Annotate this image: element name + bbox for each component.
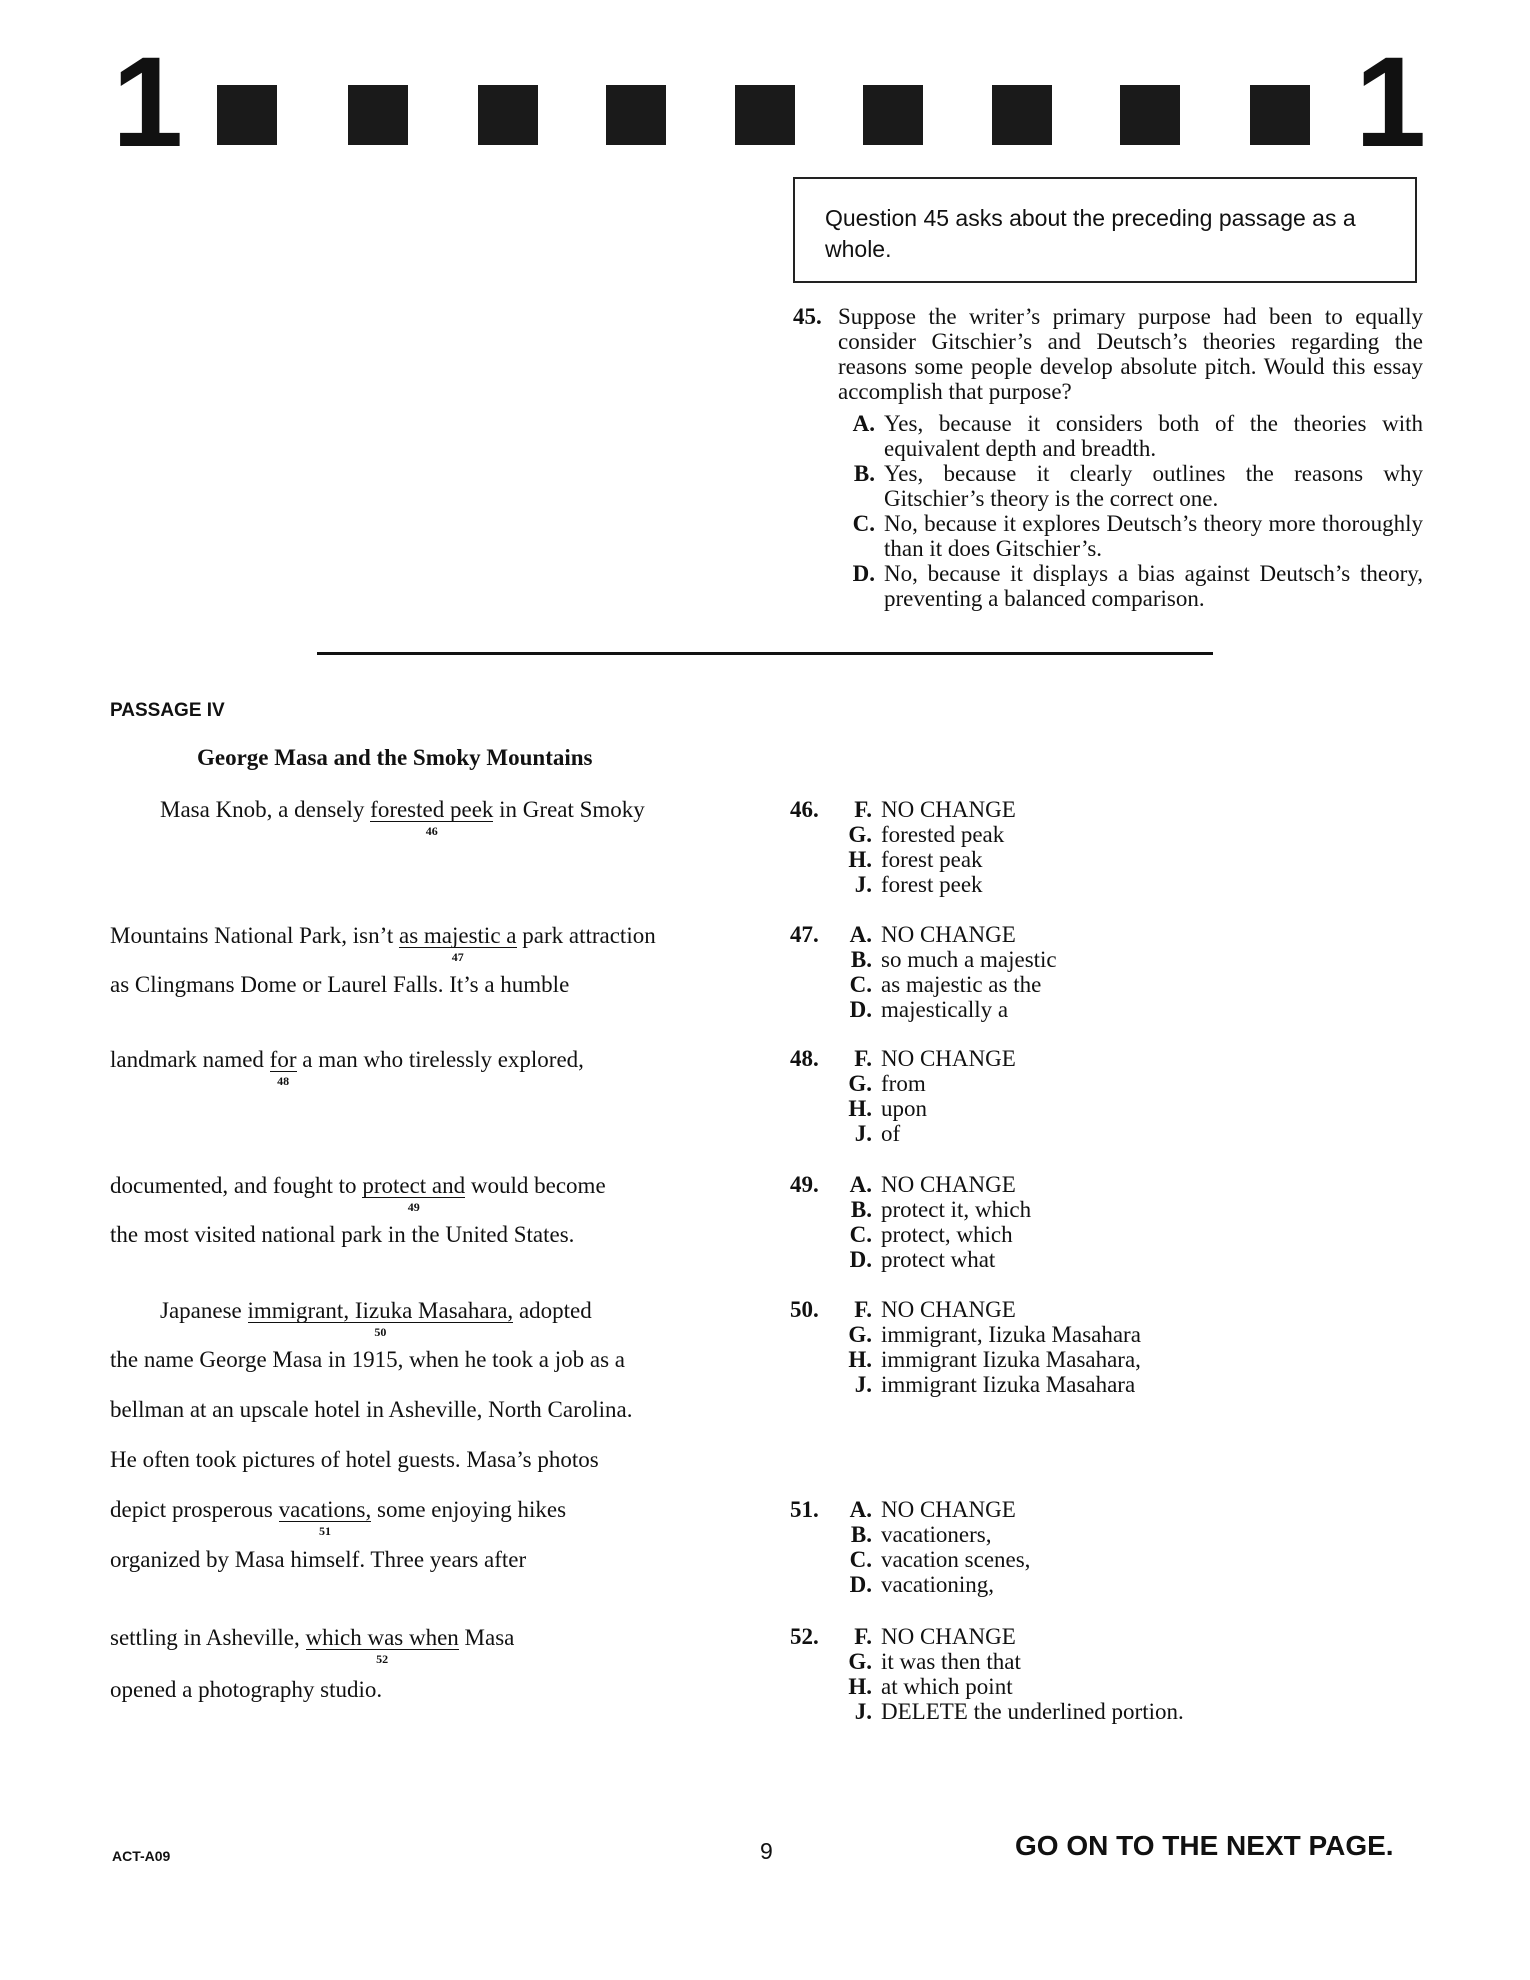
answer-option[interactable]: J. forest peek bbox=[854, 872, 983, 897]
header-square bbox=[1120, 85, 1180, 145]
underlined-portion[interactable]: which was when 52 bbox=[305, 1625, 459, 1666]
question-number: 46. bbox=[790, 797, 819, 822]
answer-option[interactable]: J. immigrant Iizuka Masahara bbox=[854, 1372, 1136, 1397]
header-square bbox=[348, 85, 408, 145]
option-text: Yes, because it considers both of the theories with equivalent depth and breadth. bbox=[884, 411, 1423, 461]
passage-line: depict prosperous vacations, 51 some enjoying hikes bbox=[110, 1497, 567, 1538]
question-45 bbox=[793, 304, 1423, 611]
answer-option[interactable]: G. immigrant, Iizuka Masahara bbox=[848, 1322, 1141, 1347]
answer-option[interactable] bbox=[831, 511, 1423, 561]
answer-option[interactable]: H. upon bbox=[848, 1096, 927, 1121]
answer-option[interactable]: F. NO CHANGE bbox=[854, 1297, 1016, 1322]
question-ref: 52 bbox=[376, 1652, 389, 1666]
header-square bbox=[606, 85, 666, 145]
question-52 bbox=[790, 1624, 1290, 1724]
underlined-portion[interactable]: protect and 49 bbox=[362, 1173, 466, 1214]
option-letter: B. bbox=[853, 461, 875, 486]
question-49 bbox=[790, 1172, 1290, 1272]
answer-option[interactable]: F. NO CHANGE bbox=[854, 1624, 1016, 1649]
question-47 bbox=[790, 922, 1290, 1022]
answer-option[interactable]: H. forest peak bbox=[848, 847, 983, 872]
option-letter: D. bbox=[852, 561, 875, 586]
underlined-portion[interactable]: immigrant, Iizuka Masahara, 50 bbox=[247, 1298, 514, 1339]
question-ref: 48 bbox=[277, 1074, 290, 1088]
answer-option[interactable]: F. NO CHANGE bbox=[854, 1046, 1016, 1071]
passage-line: Masa Knob, a densely forested peek 46 in Great Smoky bbox=[160, 797, 645, 838]
answer-option[interactable] bbox=[831, 461, 1423, 511]
passage-line: settling in Asheville, which was when 52 Masa bbox=[110, 1625, 515, 1666]
answer-option[interactable]: B. protect it, which bbox=[850, 1197, 1032, 1222]
question-ref: 49 bbox=[407, 1200, 420, 1214]
header-square bbox=[217, 85, 277, 145]
instruction-box bbox=[793, 177, 1417, 283]
question-number: 48. bbox=[790, 1046, 819, 1071]
option-text: No, because it displays a bias against Deutsch’s theory, preventing a balanced comparison. bbox=[884, 561, 1423, 611]
passage-line: the name George Masa in 1915, when he took a job as a bbox=[110, 1347, 626, 1372]
header-square bbox=[863, 85, 923, 145]
passage-line: organized by Masa himself. Three years after bbox=[110, 1547, 527, 1572]
passage-line: Japanese immigrant, Iizuka Masahara, 50 adopted bbox=[160, 1298, 592, 1339]
answer-option[interactable]: F. NO CHANGE bbox=[854, 797, 1016, 822]
option-letter: C. bbox=[852, 511, 875, 536]
page-number: 9 bbox=[760, 1838, 773, 1864]
question-number: 47. bbox=[790, 922, 819, 947]
question-ref: 50 bbox=[374, 1325, 387, 1339]
answer-option[interactable]: D. protect what bbox=[849, 1247, 996, 1272]
question-number: 49. bbox=[790, 1172, 819, 1197]
option-letter: A. bbox=[852, 411, 875, 436]
question-stem: Suppose the writer’s primary purpose had been to equally consider Gitschier’s and Deutsch’s theories regarding the reasons some people develop absolute pitch. Would this essay accomplish that purpose? bbox=[838, 304, 1423, 404]
header-square bbox=[478, 85, 538, 145]
passage-line: Mountains National Park, isn’t as majestic a 47 park attraction bbox=[110, 923, 656, 964]
answer-option[interactable]: J. DELETE the underlined portion. bbox=[854, 1699, 1184, 1724]
question-ref: 47 bbox=[451, 950, 464, 964]
question-number: 50. bbox=[790, 1297, 819, 1322]
passage-line: opened a photography studio. bbox=[110, 1677, 383, 1702]
underlined-portion[interactable]: vacations, 51 bbox=[278, 1497, 372, 1538]
underlined-portion[interactable]: as majestic a 47 bbox=[398, 923, 517, 964]
answer-option[interactable]: G. from bbox=[848, 1071, 926, 1096]
next-page-instruction: GO ON TO THE NEXT PAGE. bbox=[1015, 1830, 1394, 1861]
question-48 bbox=[790, 1046, 1290, 1146]
answer-option[interactable]: G. it was then that bbox=[848, 1649, 1021, 1674]
header-square bbox=[992, 85, 1052, 145]
question-ref: 46 bbox=[425, 824, 438, 838]
answer-option[interactable]: D. vacationing, bbox=[849, 1572, 995, 1597]
passage-line: bellman at an upscale hotel in Asheville, North Carolina. bbox=[110, 1397, 633, 1422]
option-text: No, because it explores Deutsch’s theory more thoroughly than it does Gitschier’s. bbox=[884, 511, 1423, 561]
underlined-portion[interactable]: forested peek 46 bbox=[370, 797, 494, 838]
form-code: ACT-A09 bbox=[112, 1848, 171, 1864]
question-51 bbox=[790, 1497, 1290, 1597]
passage-line: He often took pictures of hotel guests. Masa’s photos bbox=[110, 1447, 599, 1472]
answer-option[interactable]: A. NO CHANGE bbox=[849, 922, 1016, 947]
option-text: Yes, because it clearly outlines the reasons why Gitschier’s theory is the correct one. bbox=[884, 461, 1423, 511]
passage-line: landmark named for 48 a man who tirelessly explored, bbox=[110, 1047, 584, 1088]
passage-line: as Clingmans Dome or Laurel Falls. It’s a humble bbox=[110, 972, 570, 997]
answer-option[interactable] bbox=[831, 561, 1423, 611]
answer-option[interactable]: J. of bbox=[854, 1121, 901, 1146]
question-number: 51. bbox=[790, 1497, 819, 1522]
question-ref: 51 bbox=[318, 1524, 331, 1538]
answer-option[interactable]: A. NO CHANGE bbox=[849, 1172, 1016, 1197]
section-divider bbox=[317, 652, 1213, 655]
answer-option[interactable]: H. immigrant Iizuka Masahara, bbox=[848, 1347, 1141, 1372]
answer-option[interactable] bbox=[831, 411, 1423, 461]
section-number-right: 1 bbox=[1355, 31, 1427, 174]
section-number-left: 1 bbox=[112, 31, 184, 174]
instruction-text: Question 45 asks about the preceding passage as a whole. bbox=[825, 205, 1356, 262]
answer-option[interactable]: C. protect, which bbox=[849, 1222, 1013, 1247]
answer-option[interactable]: H. at which point bbox=[848, 1674, 1013, 1699]
answer-option[interactable]: C. as majestic as the bbox=[849, 972, 1042, 997]
question-number: 45. bbox=[793, 304, 822, 329]
answer-option[interactable]: D. majestically a bbox=[849, 997, 1009, 1022]
question-number: 52. bbox=[790, 1624, 819, 1649]
passage-line: the most visited national park in the United States. bbox=[110, 1222, 575, 1247]
header-square bbox=[1250, 85, 1310, 145]
question-46 bbox=[790, 797, 1290, 897]
answer-option[interactable]: G. forested peak bbox=[848, 822, 1005, 847]
passage-title: George Masa and the Smoky Mountains bbox=[197, 745, 593, 770]
header-square bbox=[735, 85, 795, 145]
question-50 bbox=[790, 1297, 1290, 1397]
answer-option[interactable]: A. NO CHANGE bbox=[849, 1497, 1016, 1522]
passage-label: PASSAGE IV bbox=[110, 700, 225, 721]
answer-option[interactable]: C. vacation scenes, bbox=[849, 1547, 1031, 1572]
underlined-portion[interactable]: for 48 bbox=[269, 1047, 297, 1088]
answer-option[interactable]: B. vacationers, bbox=[850, 1522, 992, 1547]
answer-option[interactable]: B. so much a majestic bbox=[850, 947, 1057, 972]
passage-line: documented, and fought to protect and 49 would become bbox=[110, 1173, 606, 1214]
